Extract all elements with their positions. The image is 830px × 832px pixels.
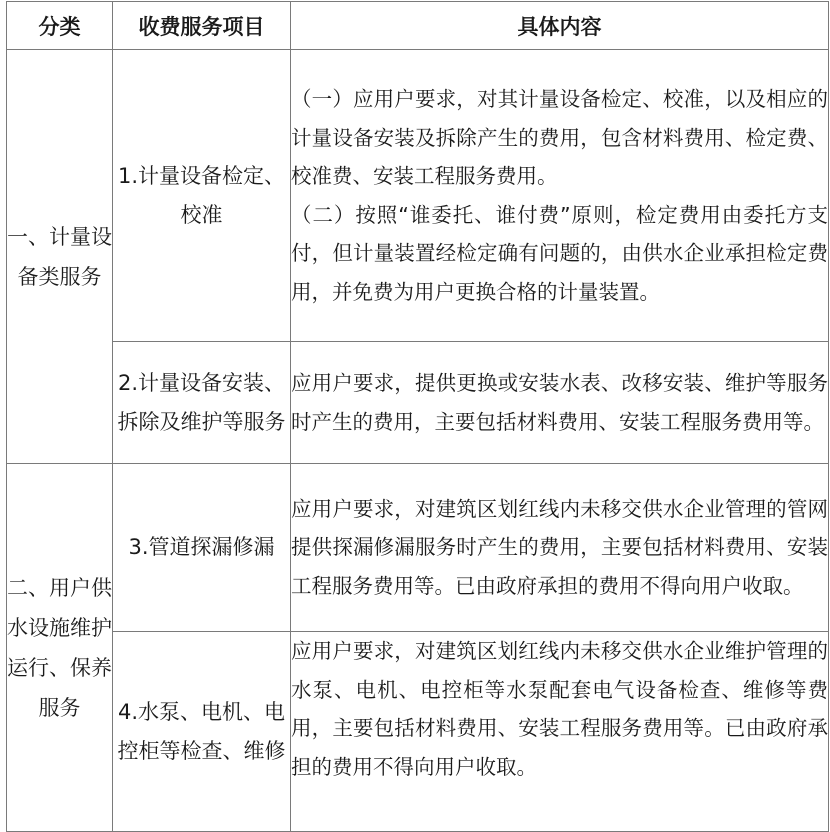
category-label: 一、计量设备类服务 xyxy=(7,224,112,289)
item-cell xyxy=(113,50,291,342)
category-cell-metering xyxy=(7,50,113,464)
table-row xyxy=(7,342,829,464)
content-paragraph: 应用户要求，对建筑区划红线内未移交供水企业管理的管网提供探漏修漏服务时产生的费用，主要包括材料费用、安装工程服务费用等。已由政府承担的费用不得向用户收取。 xyxy=(291,496,828,598)
item-cell xyxy=(113,342,291,464)
content-cell xyxy=(291,632,829,832)
header-content: 具体内容 xyxy=(291,2,829,50)
content-paragraph: 应用户要求，提供更换或安装水表、改移安装、维护等服务时产生的费用，主要包括材料费用、安装工程服务费用等。 xyxy=(291,371,828,434)
item-cell xyxy=(113,632,291,832)
category-cell-water-facilities xyxy=(7,464,113,832)
content-paragraph: 应用户要求，对建筑区划红线内未移交供水企业维护管理的水泵、电机、电控柜等水泵配套电气设备检查、维修等费用，主要包括材料费用、安装工程服务费用等。已由政府承担的费用不得向用户收取。 xyxy=(291,639,828,779)
content-clip xyxy=(291,632,828,818)
content-cell xyxy=(291,50,829,342)
table-row xyxy=(7,50,829,342)
content-paragraph: （二）按照“谁委托、谁付费”原则，检定费用由委托方支付，但计量装置经检定确有问题的，由供水企业承担检定费用，并免费为用户更换合格的计量装置。 xyxy=(291,202,828,304)
item-label: 3.管道探漏修漏 xyxy=(128,535,275,559)
item-label: 2.计量设备安装、拆除及维护等服务 xyxy=(117,370,286,434)
table-row xyxy=(7,632,829,832)
table-row xyxy=(7,464,829,632)
header-item: 收费服务项目 xyxy=(113,2,291,50)
content-cell xyxy=(291,464,829,632)
content-cell xyxy=(291,342,829,464)
item-label: 4.水泵、电机、电控柜等检查、维修 xyxy=(117,699,286,763)
item-cell xyxy=(113,464,291,632)
table-header-row xyxy=(7,2,829,50)
content-paragraph: （一）应用户要求，对其计量设备检定、校准，以及相应的计量设备安装及拆除产生的费用，包含材料费用、检定费、校准费、安装工程服务费用。 xyxy=(291,87,828,188)
category-label: 二、用户供水设施维护运行、保养服务 xyxy=(7,575,112,720)
item-label: 1.计量设备检定、校准 xyxy=(117,163,286,227)
fee-table xyxy=(6,1,829,832)
header-category: 分类 xyxy=(7,2,113,50)
